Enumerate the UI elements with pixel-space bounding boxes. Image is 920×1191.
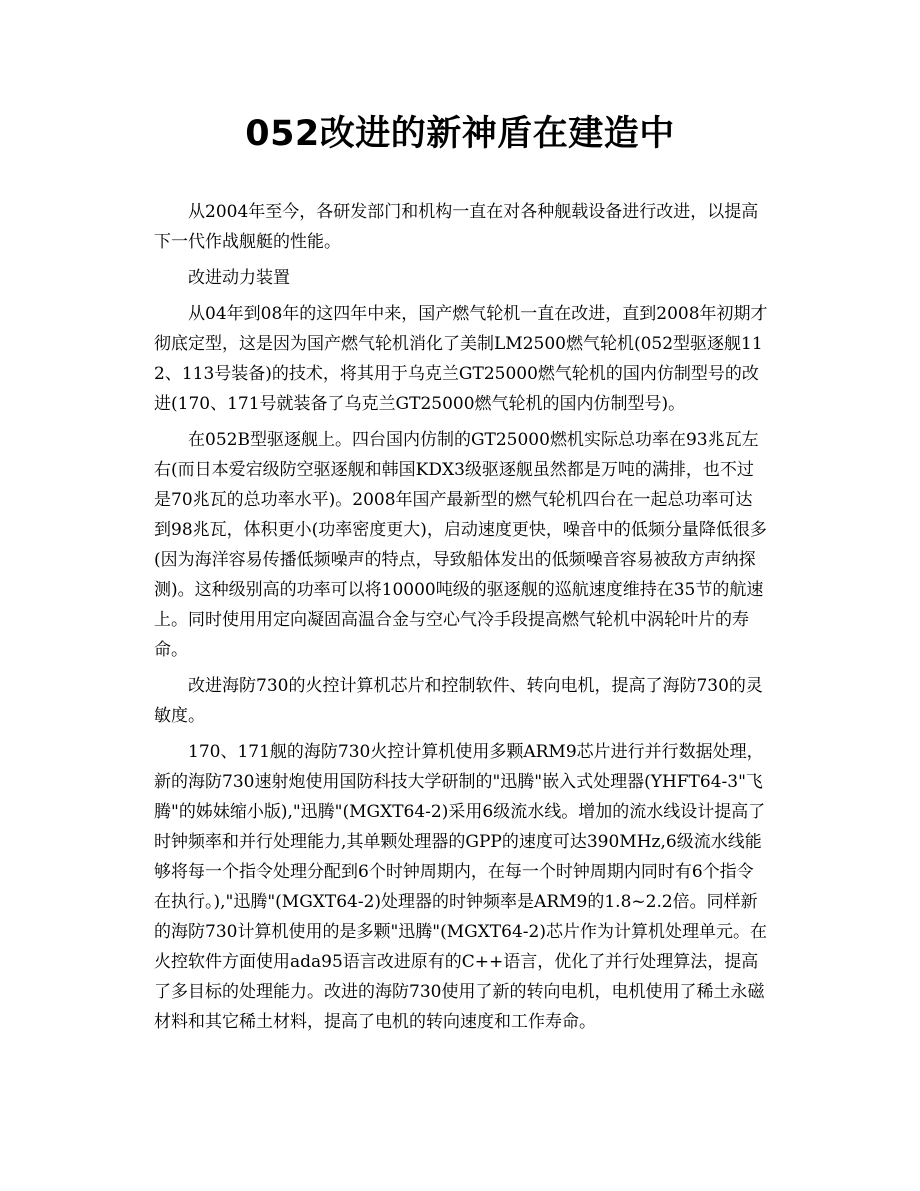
paragraph-730-improvement: 改进海防730的火控计算机芯片和控制软件、转向电机，提高了海防730的灵敏度。 <box>154 676 763 726</box>
document-body <box>154 197 768 1043</box>
paragraph-intro: 从2004年至今，各研发部门和机构一直在对各种舰载设备进行改进，以提高下一代作战舰艇的性能。 <box>154 202 759 252</box>
document-title: 052改进的新神盾在建造中 <box>245 114 675 154</box>
paragraph-gas-turbine: 从04年到08年的这四年中来，国产燃气轮机一直在改进，直到2008年初期才彻底定型，这是因为国产燃气轮机消化了美制LM2500燃气轮机(052型驱逐舰112、113号装备)的技术，将其用于乌克兰GT25000燃气轮机的国内仿制型号的改进(170、171号就装备了乌克兰GT25000燃气轮机的国内仿制型号)。 <box>154 304 768 414</box>
section-heading-power-plant: 改进动力装置 <box>188 268 290 288</box>
paragraph-052b-power: 在052B型驱逐舰上。四台国内仿制的GT25000燃机实际总功率在93兆瓦左右(而日本爱宕级防空驱逐舰和韩国KDX3级驱逐舰虽然都是万吨的满排，也不过是70兆瓦的总功率水平)。2008年国产最新型的燃气轮机四台在一起总功率可达到98兆瓦，体积更小(功率密度更大)，启动速度更快，噪音中的低频分量降低很多(因为海洋容易传播低频噪声的特点，导致船体发出的低频噪音容易被敌方声纳探测)。这种级别高的功率可以将10000吨级的驱逐舰的巡航速度维持在35节的航速上。同时使用用定向凝固高温合金与空心气冷手段提高燃气轮机中涡轮叶片的寿命。 <box>154 430 767 660</box>
paragraph-730-fire-control: 170、171舰的海防730火控计算机使用多颗ARM9芯片进行并行数据处理，新的海防730速射炮使用国防科技大学研制的"迅腾"嵌入式处理器(YHFT64-3"飞腾"的姊妹缩小版),"迅腾"(MGXT64-2)采用6级流水线。增加的流水线设计提高了时钟频率和并行处理能力,其单颗处理器的GPP的速度可达390MHz,6级流水线能够将每一个指令处理分配到6个时钟周期内，在每一个时钟周期内同时有6个指令在执行。),"迅腾"(MGXT64-2)处理器的时钟频率是ARM9的1.8~2.2倍。同样新的海防730计算机使用的是多颗"迅腾"(MGXT64-2)芯片作为计算机处理单元。在火控软件方面使用ada95语言改进原有的C++语言，优化了并行处理算法，提高了多目标的处理能力。改进的海防730使用了新的转向电机，电机使用了稀土永磁材料和其它稀土材料，提高了电机的转向速度和工作寿命。 <box>154 742 767 1032</box>
